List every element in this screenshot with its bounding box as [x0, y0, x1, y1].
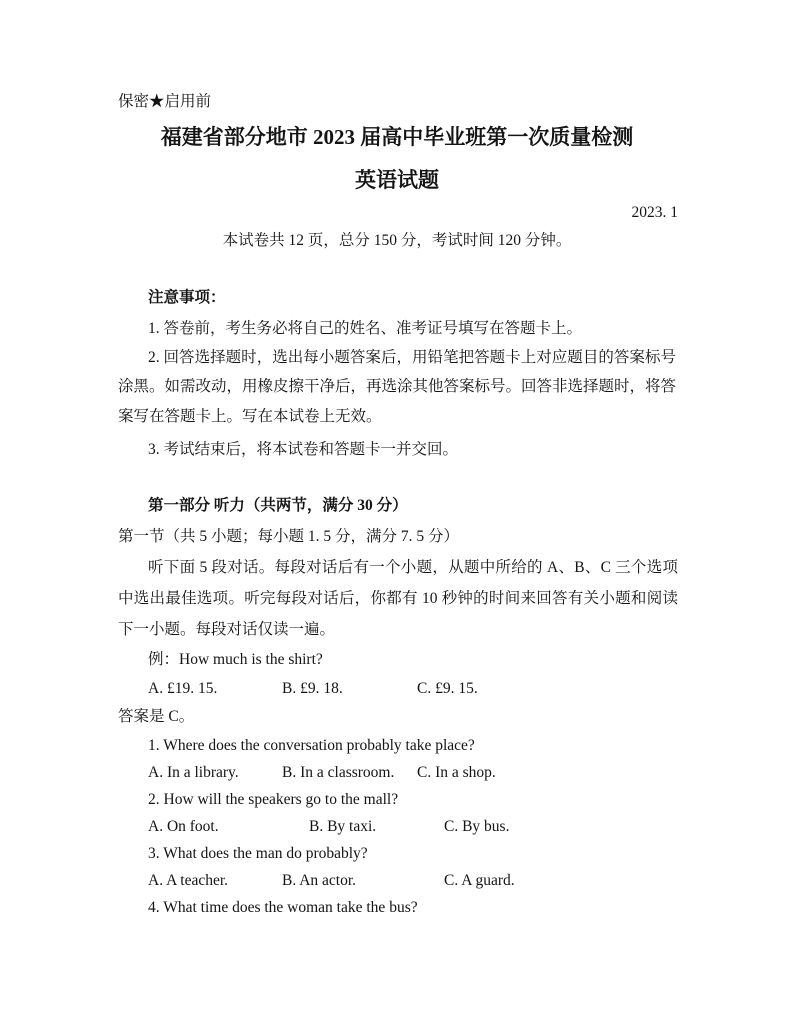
notes-line: 3. 考试结束后，将本试卷和答题卡一并交回。 [148, 441, 459, 458]
option-c: C. In a shop. [417, 764, 496, 781]
example-question: 例：How much is the shirt? [148, 651, 323, 668]
question-text: 3. What does the man do probably? [148, 845, 368, 862]
notes-line: 涂黑。如需改动，用橡皮擦干净后，再选涂其他答案标号。回答非选择题时，将答 [118, 378, 677, 395]
exam-info: 本试卷共 12 页，总分 150 分，考试时间 120 分钟。 [222, 232, 572, 249]
notes-heading: 注意事项： [148, 289, 226, 306]
question-text: 4. What time does the woman take the bus? [148, 899, 418, 916]
option-c: C. £9. 15. [417, 680, 478, 697]
question-text: 2. How will the speakers go to the mall? [148, 791, 399, 808]
option-a: A. In a library. [148, 764, 239, 781]
exam-subtitle: 英语试题 [355, 168, 439, 192]
option-b: B. In a classroom. [282, 764, 395, 781]
instruction-line: 下一小题。每段对话仅读一遍。 [118, 621, 336, 638]
option-a: A. On foot. [148, 818, 219, 835]
confidential-label: 保密★启用前 [118, 93, 212, 110]
notes-line: 案写在答题卡上。写在本试卷上无效。 [118, 408, 382, 425]
exam-date: 2023. 1 [631, 204, 678, 221]
notes-line: 2. 回答选择题时，选出每小题答案后，用铅笔把答题卡上对应题目的答案标号 [148, 349, 676, 366]
option-a: A. A teacher. [148, 872, 229, 889]
instruction-line: 中选出最佳选项。听完每段对话后，你都有 10 秒钟的时间来回答有关小题和阅读 [118, 590, 678, 607]
exam-title: 福建省部分地市 2023 届高中毕业班第一次质量检测 [160, 125, 634, 149]
option-b: B. By taxi. [309, 818, 377, 835]
option-b: B. £9. 18. [282, 680, 343, 697]
notes-line: 1. 答卷前，考生务必将自己的姓名、准考证号填写在答题卡上。 [148, 320, 583, 337]
section-heading: 第一节（共 5 小题；每小题 1. 5 分，满分 7. 5 分） [118, 528, 460, 545]
option-c: C. A guard. [444, 872, 515, 889]
instruction-line: 听下面 5 段对话。每段对话后有一个小题，从题中所给的 A、B、C 三个选项 [148, 559, 678, 576]
option-a: A. £19. 15. [148, 680, 218, 697]
option-b: B. An actor. [282, 872, 357, 889]
example-answer: 答案是 C。 [118, 708, 195, 725]
option-c: C. By bus. [444, 818, 510, 835]
question-text: 1. Where does the conversation probably take place? [148, 737, 475, 754]
part-heading: 第一部分 听力（共两节，满分 30 分） [148, 497, 408, 514]
